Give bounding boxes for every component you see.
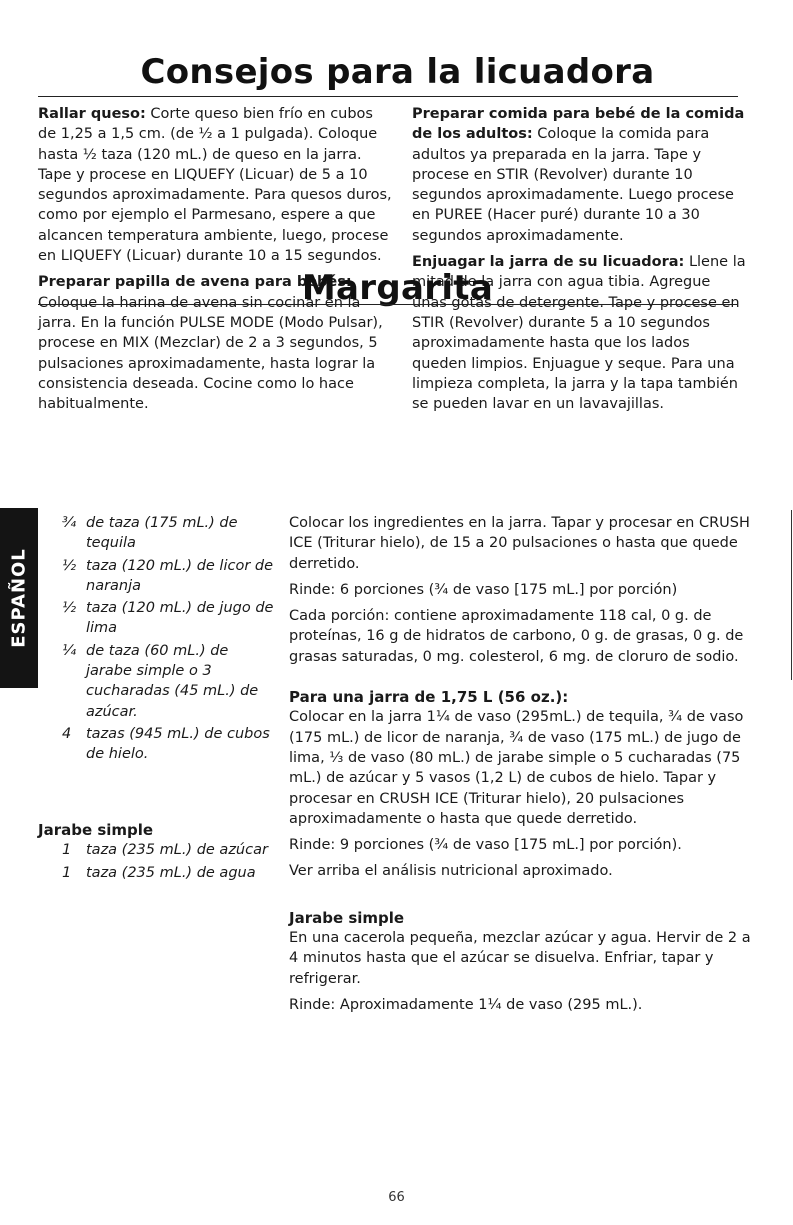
nutrition-text: Cada porción: contiene aproximadamente 118 cal, 0 g. de proteínas, 16 g de hidratos de carbono, 0 g. de grasas, 0 g. de grasas saturadas, 0 mg. colesterol, 6 mg. de cloruro de sodio.: [289, 608, 744, 665]
language-tab: [0, 508, 38, 688]
tip-label: Enjuagar la jarra de su licuadora:: [412, 254, 685, 271]
syrup-heading: Jarabe simple: [38, 821, 154, 839]
ingredient-qty: ½: [62, 600, 77, 617]
page-edge-mark: [791, 510, 792, 680]
ingredient-qty: 1: [62, 864, 72, 881]
page-number: 66: [388, 1190, 405, 1205]
title-divider: [38, 304, 738, 305]
ingredient-text: de taza (175 mL.) de tequila: [86, 515, 238, 552]
jar-heading: Para una jarra de 1,75 L (56 oz.):: [289, 688, 569, 707]
ingredient-item: [38, 598, 278, 639]
ingredient-item: [38, 556, 278, 597]
tip-baby-food: [412, 104, 747, 246]
tip-text: Coloque la comida para adultos ya preparada en la jarra. Tape y procese en STIR (Revolver) durante 10 segundos aproximadamente. Luego procese en PUREE (Hacer puré) durante 10 a 30 segundos aproximadamente.: [412, 126, 734, 244]
tip-label: Preparar papilla de avena para bebés:: [38, 274, 352, 291]
syrup-ingredient-list: [38, 820, 278, 885]
ingredient-text: tazas (945 mL.) de cubos de hielo.: [86, 725, 270, 763]
tip-text: Llene la mitad de la jarra con agua tibia. Agregue unas gotas de detergente. Tape y procese en STIR (Revolver) durante 5 a 10 segundos aproximadamente hasta que los lados queden limpios. Enjuague y seque. Para una limpieza completa, la jarra y la tapa también se pueden lavar en un lavavajillas.: [412, 254, 746, 413]
ingredient-item: [38, 863, 278, 883]
ingredient-qty: 4: [62, 725, 72, 742]
method-paragraph: Colocar los ingredientes en la jarra. Tapar y procesar en CRUSH ICE (Triturar hielo), de 15 a 20 pulsaciones o hasta que quede derretido.: [289, 515, 750, 572]
ingredient-list: [38, 513, 278, 767]
ingredient-item: [38, 641, 278, 722]
note-text: Ver arriba el análisis nutricional aproximado.: [289, 863, 613, 880]
ingredient-text: taza (120 mL.) de licor de naranja: [86, 557, 274, 594]
section-title-blender-tips: Consejos para la licuadora: [140, 52, 655, 92]
method-paragraph: Colocar en la jarra 1¼ de vaso (295mL.) de tequila, ¾ de vaso (175 mL.) de licor de naranja, ¾ de vaso (175 mL.) de jugo de lima, ⅓ de vaso (80 mL.) de jarabe simple o 5 cucharadas (75 mL.) de azúcar y 5 vasos (1,2 L) de cubos de hielo. Tapar y procesar en CRUSH ICE (Triturar hielo), 20 pulsaciones aproximadamente o hasta que quede derretido.: [289, 709, 744, 827]
ingredient-item: [38, 840, 278, 860]
ingredient-text: de taza (60 mL.) de jarabe simple o 3 cucharadas (45 mL.) de azúcar.: [86, 642, 259, 720]
tip-text: Corte queso bien frío en cubos de 1,25 a 1,5 cm. (de ½ a 1 pulgada). Coloque hasta ½ taza (120 mL.) de queso en la jarra. Tape y procese en LIQUEFY (Licuar) de 5 a 10 segundos aproximadamente. Para quesos duros, como por ejemplo el Parmesano, espere a que alcancen temperatura ambiente, luego, procese en LIQUEFY (Licuar) durante 10 a 15 segundos.: [38, 106, 392, 265]
tip-label: Rallar queso:: [38, 106, 146, 122]
ingredient-item: [38, 724, 278, 765]
ingredient-qty: 1: [62, 842, 72, 859]
section-title-margarita: Margarita: [301, 268, 494, 308]
ingredient-item: [38, 513, 278, 554]
ingredient-text: taza (120 mL.) de jugo de lima: [86, 600, 274, 637]
ingredient-qty: ¾: [62, 515, 77, 531]
tip-label: Preparar comida para bebé de la comida de los adultos:: [412, 106, 745, 143]
yield-text: Rinde: 9 porciones (¾ de vaso [175 mL.] por porción).: [289, 837, 682, 854]
ingredient-text: taza (235 mL.) de agua: [86, 864, 256, 881]
tip-text: Coloque la harina de avena sin cocinar en la jarra. En la función PULSE MODE (Modo Pulsar), procese en MIX (Mezclar) de 2 a 3 segundos, 5 pulsaciones aproximadamente, hasta lograr la consistencia deseada. Cocine como lo hace habitualmente.: [38, 294, 383, 413]
syrup-method-heading: Jarabe simple: [289, 908, 405, 927]
ingredient-qty: ¼: [62, 642, 77, 659]
method-paragraph: En una cacerola pequeña, mezclar azúcar y agua. Hervir de 2 a 4 minutos hasta que el azúcar se disuelva. Enfriar, tapar y refrigerar.: [289, 930, 751, 987]
language-tab-label: ESPAÑOL: [8, 548, 30, 648]
yield-text: Rinde: 6 porciones (¾ de vaso [175 mL.] por porción): [289, 581, 678, 598]
yield-text: Rinde: Aproximadamente 1¼ de vaso (295 mL.).: [289, 996, 643, 1013]
ingredient-text: taza (235 mL.) de azúcar: [86, 842, 268, 859]
tip-grate-cheese: [38, 104, 393, 266]
tips-left-column: [38, 104, 393, 420]
tips-right-column: [412, 104, 747, 420]
recipe-method: [289, 513, 759, 1021]
ingredient-qty: ½: [62, 557, 77, 574]
title-divider: [38, 96, 738, 97]
